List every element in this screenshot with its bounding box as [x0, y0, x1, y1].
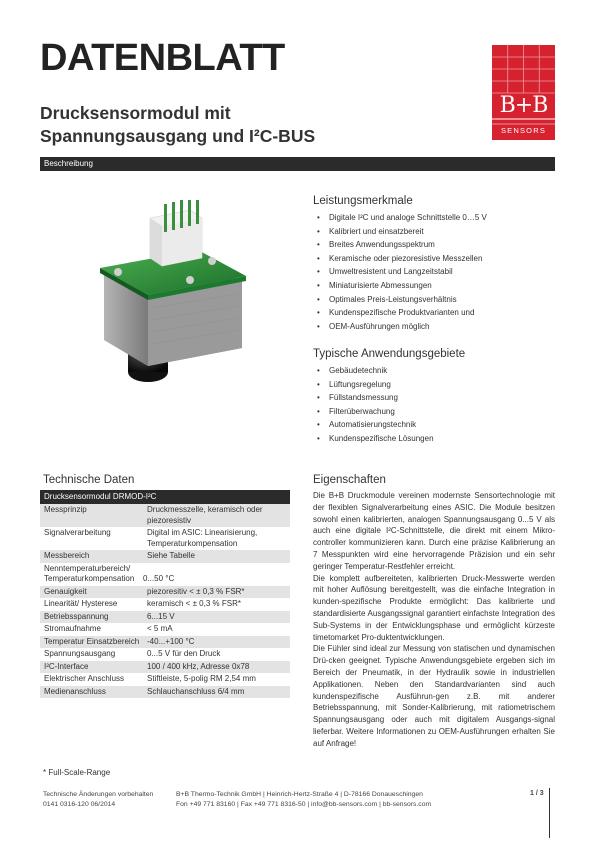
footer-left [43, 790, 153, 809]
list-item: • Automatisierungstechnik [313, 418, 563, 432]
list-item: • Kalibriert und einsatzbereit [313, 225, 563, 239]
table-row [40, 586, 290, 599]
tech-data-table [40, 504, 290, 698]
list-item: • OEM-Ausführungen möglich [313, 320, 563, 334]
row-value: keramisch < ± 0,3 % FSR* [147, 599, 241, 608]
footer-contact [176, 790, 431, 809]
heading-technische-daten: Technische Daten [43, 474, 135, 486]
row-label: Nenntemperaturbereich/ Temperaturkompensation [44, 563, 135, 583]
row-value: Druckmesszelle, keramisch oder piezoresistiv [147, 505, 263, 525]
table-row [40, 563, 290, 586]
list-item: • Keramische oder piezoresistive Messzellen [313, 252, 563, 266]
logo-subtext: SENSORS [500, 126, 547, 135]
row-value: 100 / 400 kHz, Adresse 0x78 [147, 661, 250, 671]
paragraph: Die Fühler sind ideal zur Messung von statischen und dynamischen Drü-cken geeignet. Typische Anwendungsgebiete ergeben sich im Bereich der Pneumatik, in der Hydraulik sowie in industriellen Applikationen. Neben den Standardvarianten sind auch kundenspezifische Ausführun-gen z.B. mit anderer Betriebsspannung, mit Sonder-Kalibrierung, mit ratiometrischem Spannungsausgang oder auch mit digitalem Ausgangs-signal lieferbar. Weitere Informationen zu OEM-Ausführungen erhalten Sie auf Anfrage! [313, 644, 555, 748]
table-row [40, 648, 290, 661]
row-value: 6...15 V [147, 611, 175, 621]
list-item: • Gebäudetechnik [313, 364, 563, 378]
table-row [40, 598, 290, 611]
subtitle-line-1: Drucksensormodul mit [40, 103, 231, 123]
footer-phone-email: Fon +49 771 83160 | Fax +49 771 8316-50 | info@bb-sensors.com | bb-sensors.com [176, 800, 432, 808]
footer-doc-number: 0141 0316-120 06/2014 [43, 800, 116, 808]
list-item: • Lüftungsregelung [313, 378, 563, 392]
list-item: • Digitale I²C und analoge Schnittstelle 0…5 V [313, 211, 563, 225]
table-row [40, 550, 290, 563]
anwendungsgebiete-list [313, 364, 563, 446]
row-value: 0...50 °C [143, 574, 175, 583]
product-image [90, 200, 255, 410]
row-label: Messprinzip [44, 505, 87, 514]
row-label: Signalverarbeitung [44, 528, 111, 537]
row-label: Messbereich [44, 551, 90, 560]
table-row [40, 661, 290, 674]
row-label: Linearität/ Hysterese [44, 599, 118, 608]
page-title: DATENBLATT [40, 37, 285, 79]
table-title-bar: Drucksensormodul DRMOD-I²C [40, 490, 290, 504]
row-value: Siehe Tabelle [147, 551, 195, 560]
row-value: Digital im ASIC: Linearisierung, Temperaturkompensation [147, 528, 258, 548]
table-row [40, 504, 290, 527]
paragraph: Die komplett aufbereiteten, kalibrierten Druck-Messwerte werden mit hoher Auflösung bereitgestellt, was die einfache Integration in kunden-spezifische Produkte ermöglicht: Das kalibrierte und standardisierte Ausgangssignal garantiert einfachste Integration des Sub-Systems in der Entwicklungsphase und ermöglicht kürzeste timetomarket Pro-duktentwicklungen. [313, 573, 555, 642]
footnote: * Full-Scale-Range [43, 768, 111, 777]
table-row [40, 611, 290, 624]
product-subtitle [40, 102, 315, 148]
bb-sensors-logo [492, 45, 555, 140]
eigenschaften-text [313, 490, 555, 750]
footer-address: B+B Thermo-Technik GmbH | Heinrich-Hertz-Straße 4 | D-78166 Donaueschingen [176, 791, 423, 798]
section-bar-beschreibung: Beschreibung [40, 157, 555, 171]
list-item: • Miniaturisierte Abmessungen [313, 279, 563, 293]
paragraph: Die B+B Druckmodule vereinen modernste Sensortechnologie mit der flexiblen Signalverarbeitung eines ASIC. Die Module besitzen sowohl einen kalibrierten, analogen Spannungsausgang 0...5 V als auch eine digitale I²C-Schnittstelle, die direkt mit einem Mikro-controller kommunizieren kann. Durch eine präzise Kalibrierung an 7 Messpunkten wird eine hervorragende Präzision und ein sehr geringer Temperatur-Restfehler erreicht. [313, 491, 555, 571]
list-item: • Breites Anwendungsspektrum [313, 238, 563, 252]
row-label: Medienanschluss [44, 686, 106, 696]
table-row [40, 686, 290, 699]
table-row [40, 527, 290, 550]
table-row [40, 673, 290, 686]
row-label: Spannungsausgang [44, 649, 116, 658]
row-value: Stiftleiste, 5-polig RM 2,54 mm [147, 674, 256, 683]
page-number: 1 / 3 [530, 790, 544, 797]
row-label: Betriebsspannung [44, 611, 109, 621]
list-item: • Füllstandsmessung [313, 391, 563, 405]
heading-eigenschaften: Eigenschaften [313, 474, 386, 486]
leistungsmerkmale-list [313, 211, 563, 333]
row-label: Elektrischer Anschluss [44, 674, 125, 683]
subtitle-line-2: Spannungsausgang und I²C-BUS [40, 126, 316, 146]
row-value: Schlauchanschluss 6/4 mm [147, 686, 245, 696]
heading-leistungsmerkmale: Leistungsmerkmale [313, 195, 413, 207]
row-label: I²C-Interface [44, 661, 89, 671]
list-item: • Optimales Preis-Leistungsverhältnis [313, 293, 563, 307]
row-label: Temperatur Einsatzbereich [44, 636, 140, 646]
row-label: Genauigkeit [44, 586, 87, 596]
row-value: -40...+100 °C [147, 636, 195, 646]
list-item: • Filterüberwachung [313, 405, 563, 419]
list-item: • Kundenspezifische Produktvarianten und [313, 306, 563, 320]
row-label: Stromaufnahme [44, 624, 101, 633]
row-value: 0...5 V für den Druck [147, 649, 221, 658]
list-item: • Umweltresistent und Langzeitstabil [313, 265, 563, 279]
footer-divider [549, 788, 550, 838]
table-row [40, 623, 290, 636]
list-item: • Kundenspezifische Lösungen [313, 432, 563, 446]
row-value: piezoresitiv < ± 0,3 % FSR* [147, 586, 245, 596]
heading-anwendungsgebiete: Typische Anwendungsgebiete [313, 348, 466, 360]
row-value: < 5 mA [147, 624, 173, 633]
table-row [40, 636, 290, 649]
footer-disclaimer: Technische Änderungen vorbehalten [43, 791, 154, 798]
logo-wordmark: B+B [499, 93, 548, 118]
